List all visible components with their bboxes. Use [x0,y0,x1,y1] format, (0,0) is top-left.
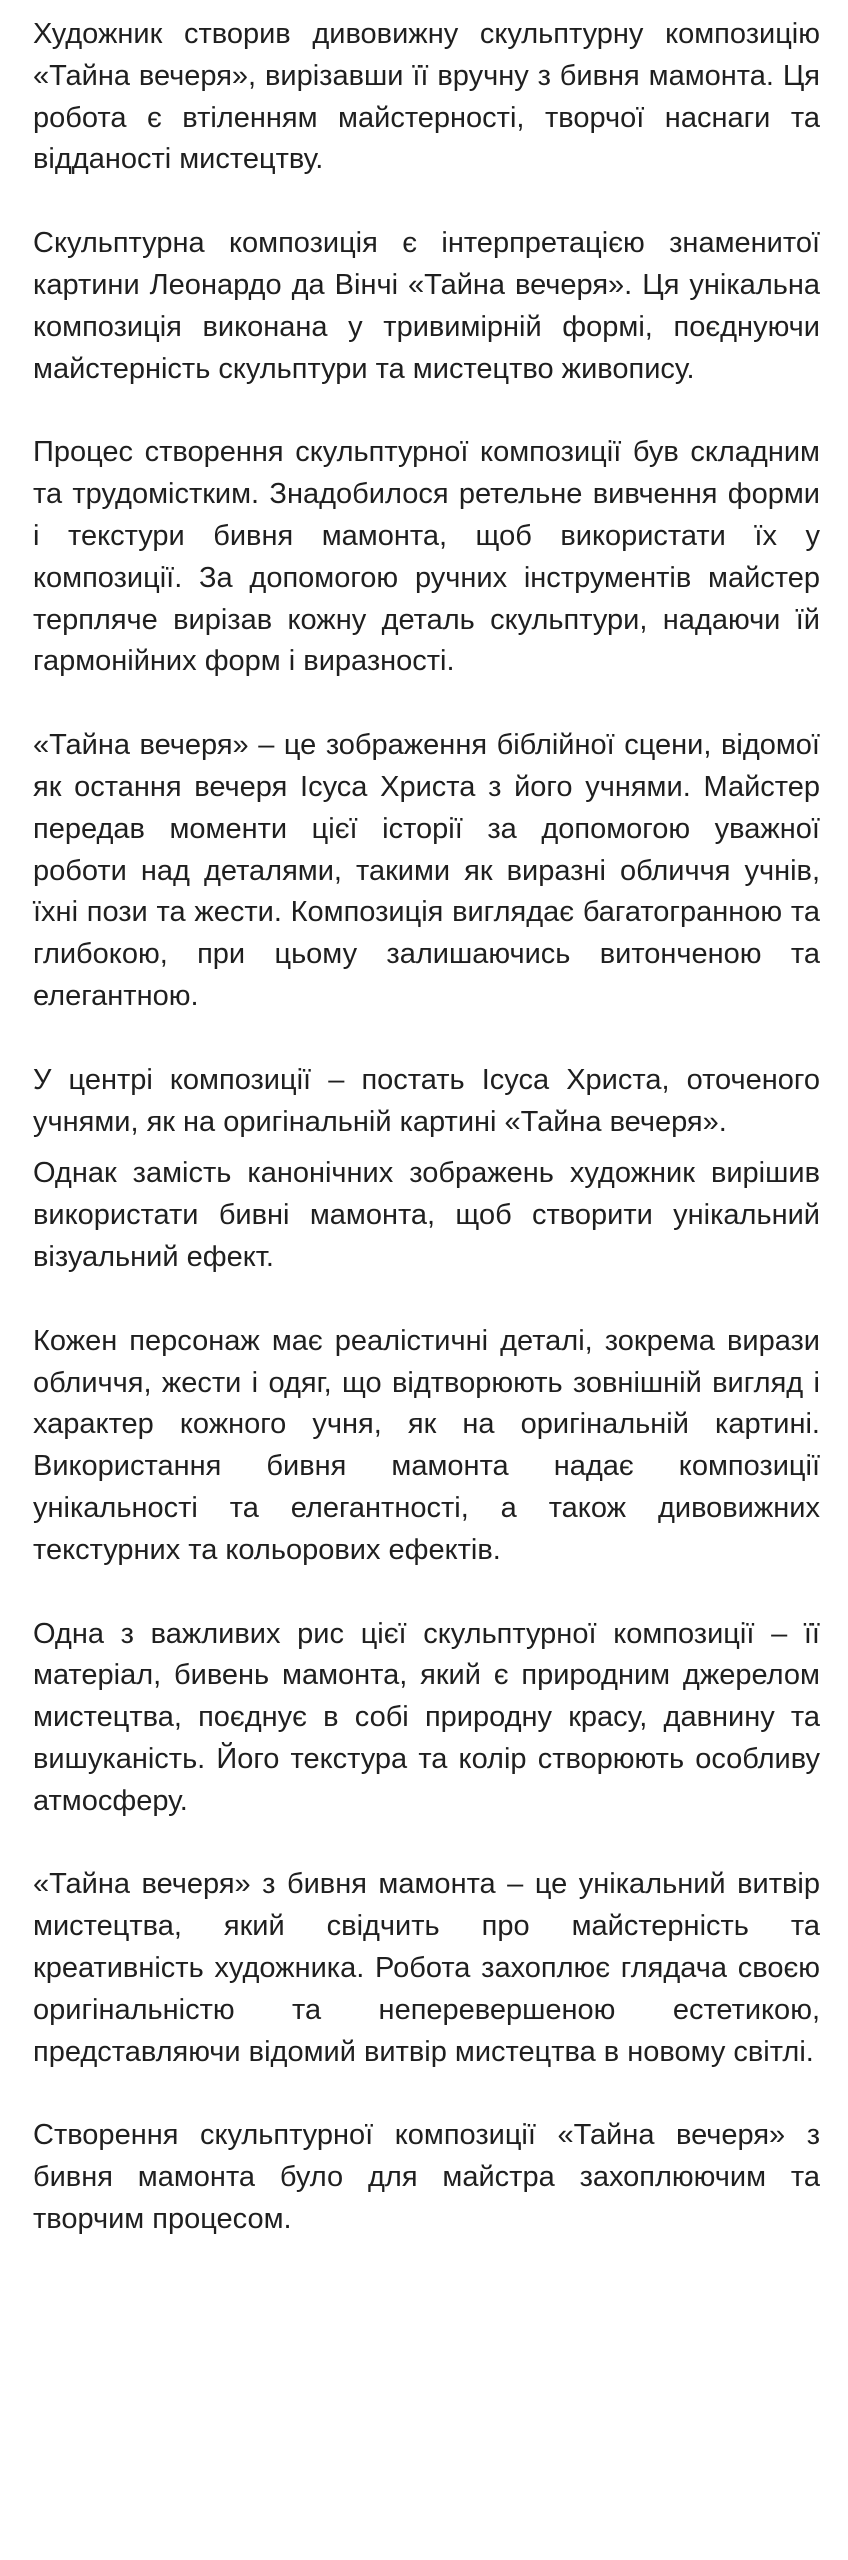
paragraph-intro: Художник створив дивовижну скульптурну композицію «Тайна вечеря», вирізавши її вручну з бивня мамонта. Ця робота є втіленням майстерності, творчої наснаги та відданості мистецтву. [33,18,820,176]
paragraph-interpretation: Скульптурна композиція є інтерпретацією знаменитої картини Леонардо да Вінчі «Тайна вечеря». Ця унікальна композиція виконана у тривимірній формі, поєднуючи майстерність скульптури та мистецтво живопису. [33,227,820,385]
paragraph-unique-work: «Тайна вечеря» з бивня мамонта – це унікальний витвір мистецтва, який свідчить про майстерність та креативність художника. Робота захоплює глядача своєю оригінальністю та неперевершеною естетикою, представляючи відомий витвір мистецтва в новому світлі. [33,1868,820,2068]
paragraph-material-choice: Однак замість канонічних зображень художник вирішив використати бивні мамонта, щоб створити унікальний візуальний ефект. [33,1157,820,1273]
paragraph-conclusion: Створення скульптурної композиції «Тайна вечеря» з бивня мамонта було для майстра захоплюючим та творчим процесом. [33,2119,820,2236]
paragraph-center: У центрі композиції – постать Ісуса Христа, оточеного учнями, як на оригінальній картині «Тайна вечеря». [33,1063,820,1138]
paragraph-biblical-scene: «Тайна вечеря» – це зображення біблійної сцени, відомої як остання вечеря Ісуса Христа з його учнями. Майстер передав моменти цієї історії за допомогою уважної роботи над деталями, такими як виразні обличчя учнів, їхні пози та жести. Композиція виглядає багатогранною та глибокою, при цьому залишаючись витонченою та елегантною. [33,729,820,1012]
paragraph-process: Процес створення скульптурної композиції був складним та трудомістким. Знадобилося ретельне вивчення форми і текстури бивня мамонта, щоб використати їх у композиції. За допомогою ручних інструментів майстер терпляче вирізав кожну деталь скульптури, надаючи їй гармонійних форм і виразності. [33,436,820,678]
paragraph-characters: Кожен персонаж має реалістичні деталі, зокрема вирази обличчя, жести і одяг, що відтворюють зовнішній вигляд і характер кожного учня, як на оригінальній картині. Використання бивня мамонта надає композиції унікальності та елегантності, а також дивовижних текстурних та кольорових ефектів. [33,1324,820,1566]
paragraph-material: Одна з важливих рис цієї скульптурної композиції – її матеріал, бивень мамонта, який є природним джерелом мистецтва, поєднує в собі природну красу, давнину та вишуканість. Його текстура та колір створюють особливу атмосферу. [33,1617,820,1817]
article-body [33,14,820,2283]
